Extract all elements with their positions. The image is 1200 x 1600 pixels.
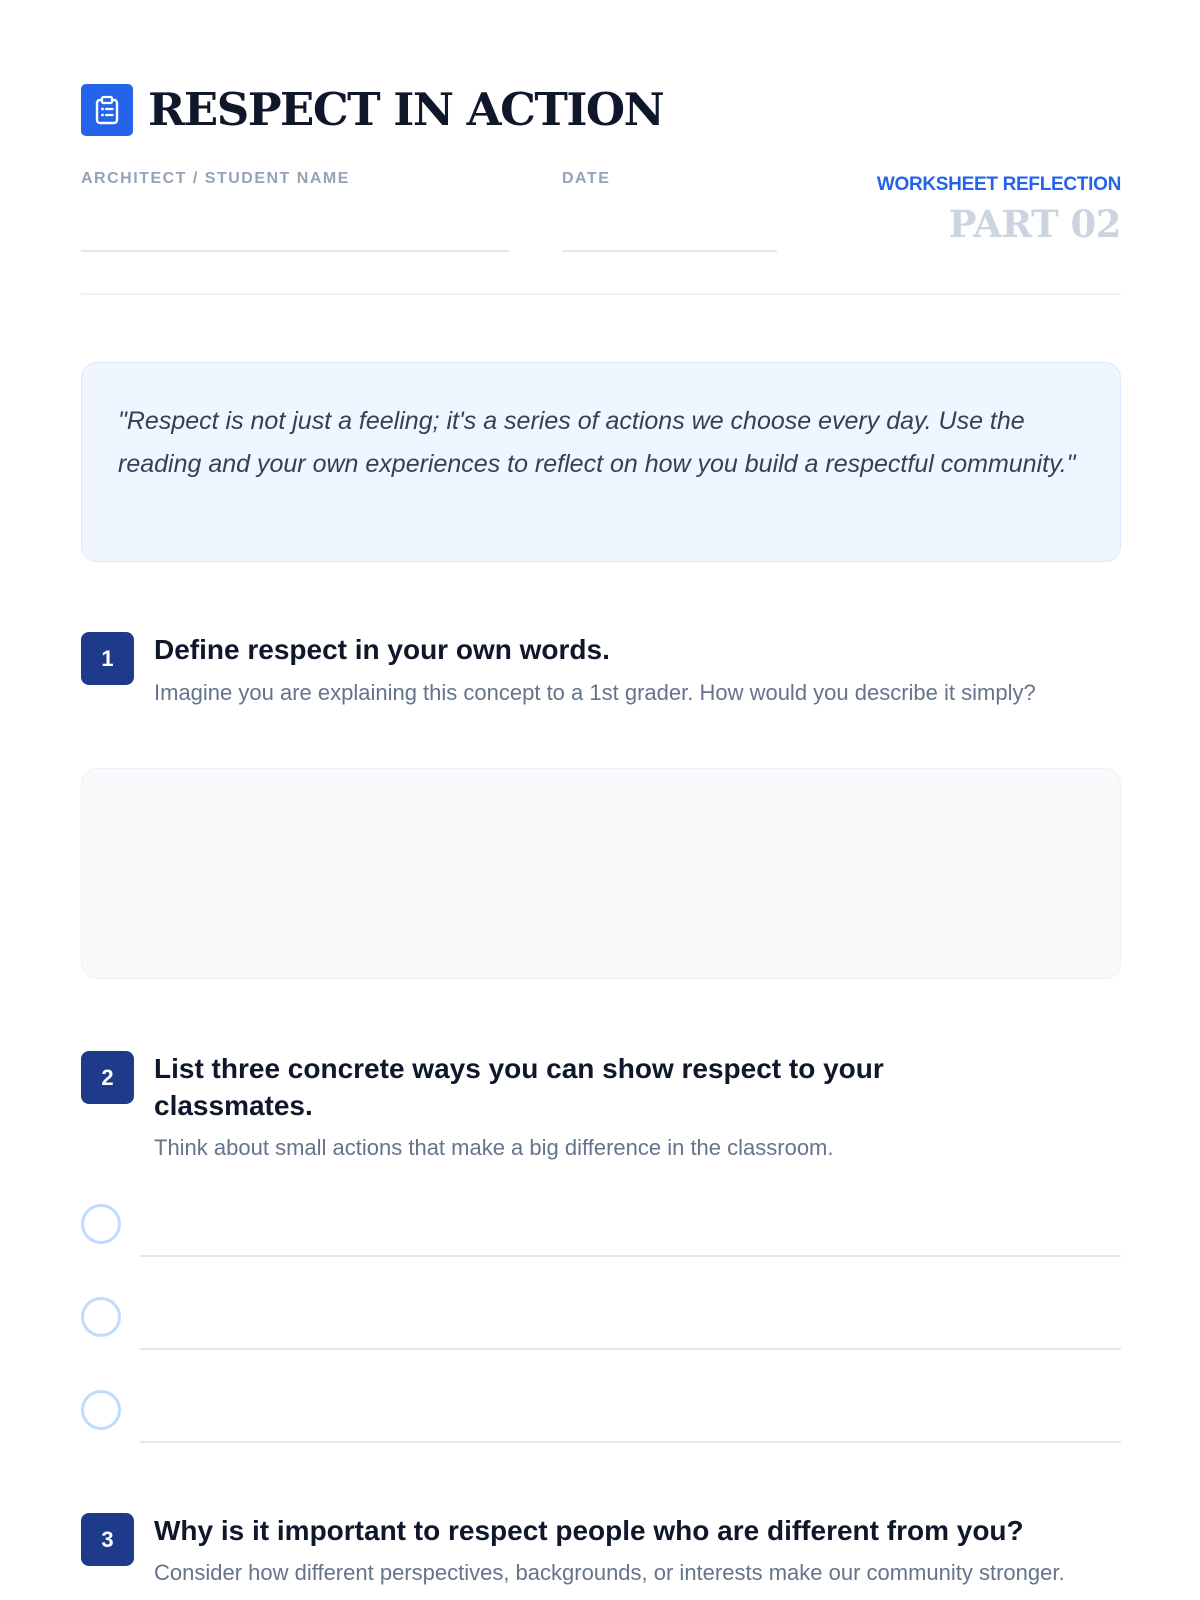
question-subtitle: Think about small actions that make a big difference in the classroom. — [154, 1135, 834, 1160]
question-title: List three concrete ways you can show respect to your classmates. — [154, 1053, 884, 1121]
header-divider — [81, 293, 1121, 295]
question-title: Why is it important to respect people who are different from you? — [154, 1515, 1024, 1546]
question-title: Define respect in your own words. — [154, 634, 610, 665]
answer-field[interactable] — [81, 768, 1121, 979]
answer-line[interactable] — [140, 1348, 1121, 1350]
quote-box — [81, 362, 1121, 562]
worksheet-label: WORKSHEET REFLECTION — [876, 174, 1121, 195]
student-name-label: ARCHITECT / STUDENT NAME — [81, 170, 350, 187]
date-field[interactable] — [562, 250, 777, 252]
page-header — [81, 84, 663, 136]
list-bullet — [81, 1297, 121, 1337]
question-number-badge: 3 — [81, 1513, 134, 1566]
list-bullet — [81, 1390, 121, 1430]
list-bullet — [81, 1204, 121, 1244]
answer-line[interactable] — [140, 1441, 1121, 1443]
question-number-badge: 2 — [81, 1051, 134, 1104]
question-subtitle: Imagine you are explaining this concept to a 1st grader. How would you describe it simply? — [154, 680, 1036, 705]
answer-line[interactable] — [140, 1255, 1121, 1257]
clipboard-icon — [81, 84, 133, 136]
question-subtitle: Consider how different perspectives, backgrounds, or interests make our community stronger. — [154, 1560, 1065, 1585]
student-name-field[interactable] — [81, 250, 509, 252]
worksheet-page — [81, 0, 1121, 1600]
page-title: RESPECT IN ACTION — [148, 83, 664, 136]
date-label: DATE — [562, 170, 611, 187]
part-label: PART 02 — [948, 202, 1121, 246]
question-number-badge: 1 — [81, 632, 134, 685]
quote-text: "Respect is not just a feeling; it's a series of actions we choose every day. Use the reading and your own experiences to reflect on how you build a respectful community." — [118, 407, 1076, 478]
